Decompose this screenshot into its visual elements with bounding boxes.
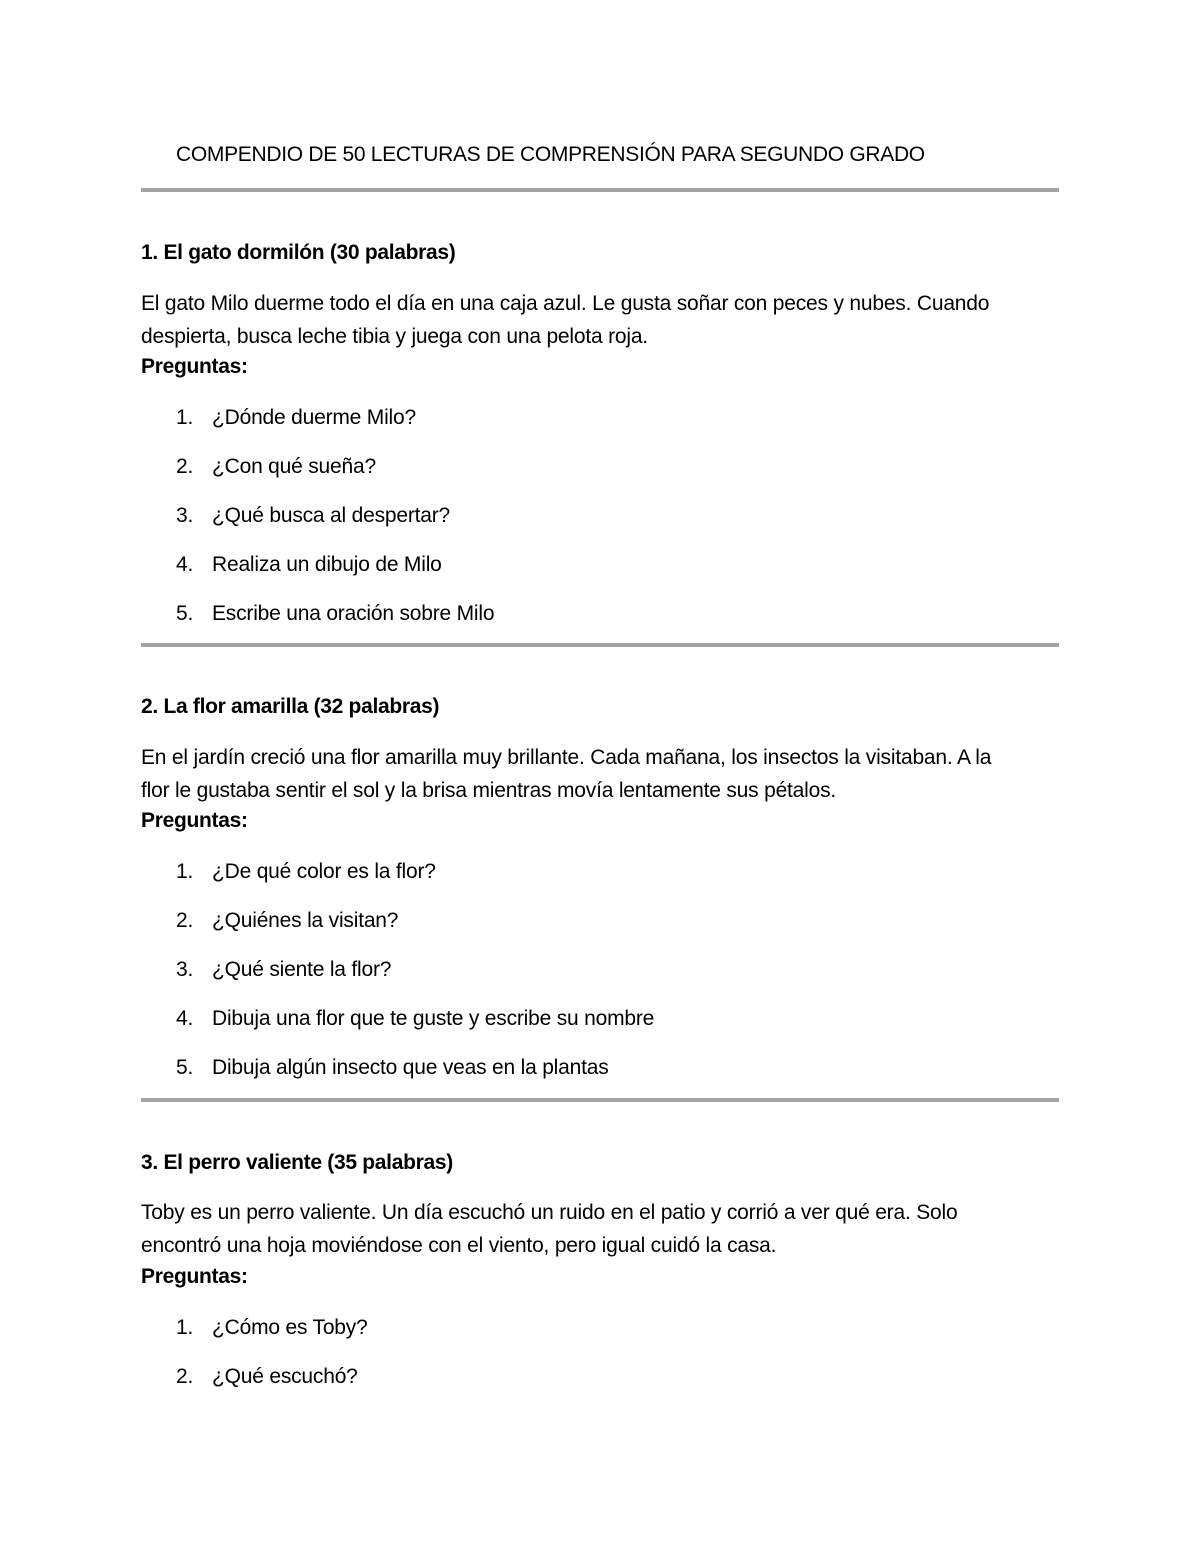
question-text: ¿Qué siente la flor? xyxy=(212,958,392,981)
reading-3-text xyxy=(141,1196,1041,1262)
question-item xyxy=(176,405,494,454)
question-text: Realiza un dibujo de Milo xyxy=(212,553,442,576)
reading-3-questions xyxy=(176,1315,368,1413)
text-line: En el jardín creció una flor amarilla muy brillante. Cada mañana, los insectos la visitaban. A la xyxy=(141,746,992,769)
divider-line xyxy=(141,1098,1059,1102)
question-number: 3. xyxy=(176,958,194,981)
question-text: ¿Qué escuchó? xyxy=(212,1365,358,1388)
questions-label: Preguntas: xyxy=(141,1265,248,1288)
reading-1-heading: 1. El gato dormilón (30 palabras) xyxy=(141,241,456,264)
question-number: 3. xyxy=(176,504,194,527)
question-item xyxy=(176,859,654,908)
question-item xyxy=(176,908,654,957)
reading-1-text xyxy=(141,287,1041,353)
text-line: flor le gustaba sentir el sol y la brisa mientras movía lentamente sus pétalos. xyxy=(141,779,837,802)
reading-1-questions xyxy=(176,405,494,650)
question-item xyxy=(176,1055,654,1104)
question-number: 2. xyxy=(176,909,194,932)
question-item xyxy=(176,454,494,503)
text-line: encontró una hoja moviéndose con el viento, pero igual cuidó la casa. xyxy=(141,1234,777,1257)
reading-2-text xyxy=(141,741,1041,807)
question-number: 4. xyxy=(176,1007,194,1030)
text-line: El gato Milo duerme todo el día en una caja azul. Le gusta soñar con peces y nubes. Cuando xyxy=(141,292,990,315)
document-title: COMPENDIO DE 50 LECTURAS DE COMPRENSIÓN PARA SEGUNDO GRADO xyxy=(176,143,925,166)
question-number: 5. xyxy=(176,602,194,625)
question-text: Dibuja una flor que te guste y escribe su nombre xyxy=(212,1007,655,1030)
text-line: despierta, busca leche tibia y juega con una pelota roja. xyxy=(141,325,648,348)
reading-2-heading: 2. La flor amarilla (32 palabras) xyxy=(141,695,440,718)
question-item xyxy=(176,1315,368,1364)
question-number: 4. xyxy=(176,553,194,576)
question-text: Escribe una oración sobre Milo xyxy=(212,602,495,625)
question-number: 5. xyxy=(176,1056,194,1079)
question-number: 2. xyxy=(176,1365,194,1388)
questions-label: Preguntas: xyxy=(141,355,248,378)
divider-line xyxy=(141,643,1059,647)
questions-label: Preguntas: xyxy=(141,809,248,832)
question-number: 1. xyxy=(176,1316,194,1339)
question-text: ¿Quiénes la visitan? xyxy=(212,909,399,932)
question-number: 1. xyxy=(176,406,194,429)
question-text: ¿Cómo es Toby? xyxy=(212,1316,368,1339)
question-number: 2. xyxy=(176,455,194,478)
question-item xyxy=(176,1006,654,1055)
reading-3-heading: 3. El perro valiente (35 palabras) xyxy=(141,1151,453,1174)
reading-2-questions xyxy=(176,859,654,1104)
text-line: Toby es un perro valiente. Un día escuchó un ruido en el patio y corrió a ver qué era. Solo xyxy=(141,1201,958,1224)
question-text: ¿Qué busca al despertar? xyxy=(212,504,451,527)
question-text: Dibuja algún insecto que veas en la plantas xyxy=(212,1056,609,1079)
question-item xyxy=(176,503,494,552)
question-item xyxy=(176,1364,368,1413)
question-text: ¿Con qué sueña? xyxy=(212,455,376,478)
question-text: ¿De qué color es la flor? xyxy=(212,860,436,883)
question-text: ¿Dónde duerme Milo? xyxy=(212,406,416,429)
question-item xyxy=(176,552,494,601)
question-item xyxy=(176,957,654,1006)
divider-line xyxy=(141,188,1059,192)
question-number: 1. xyxy=(176,860,194,883)
